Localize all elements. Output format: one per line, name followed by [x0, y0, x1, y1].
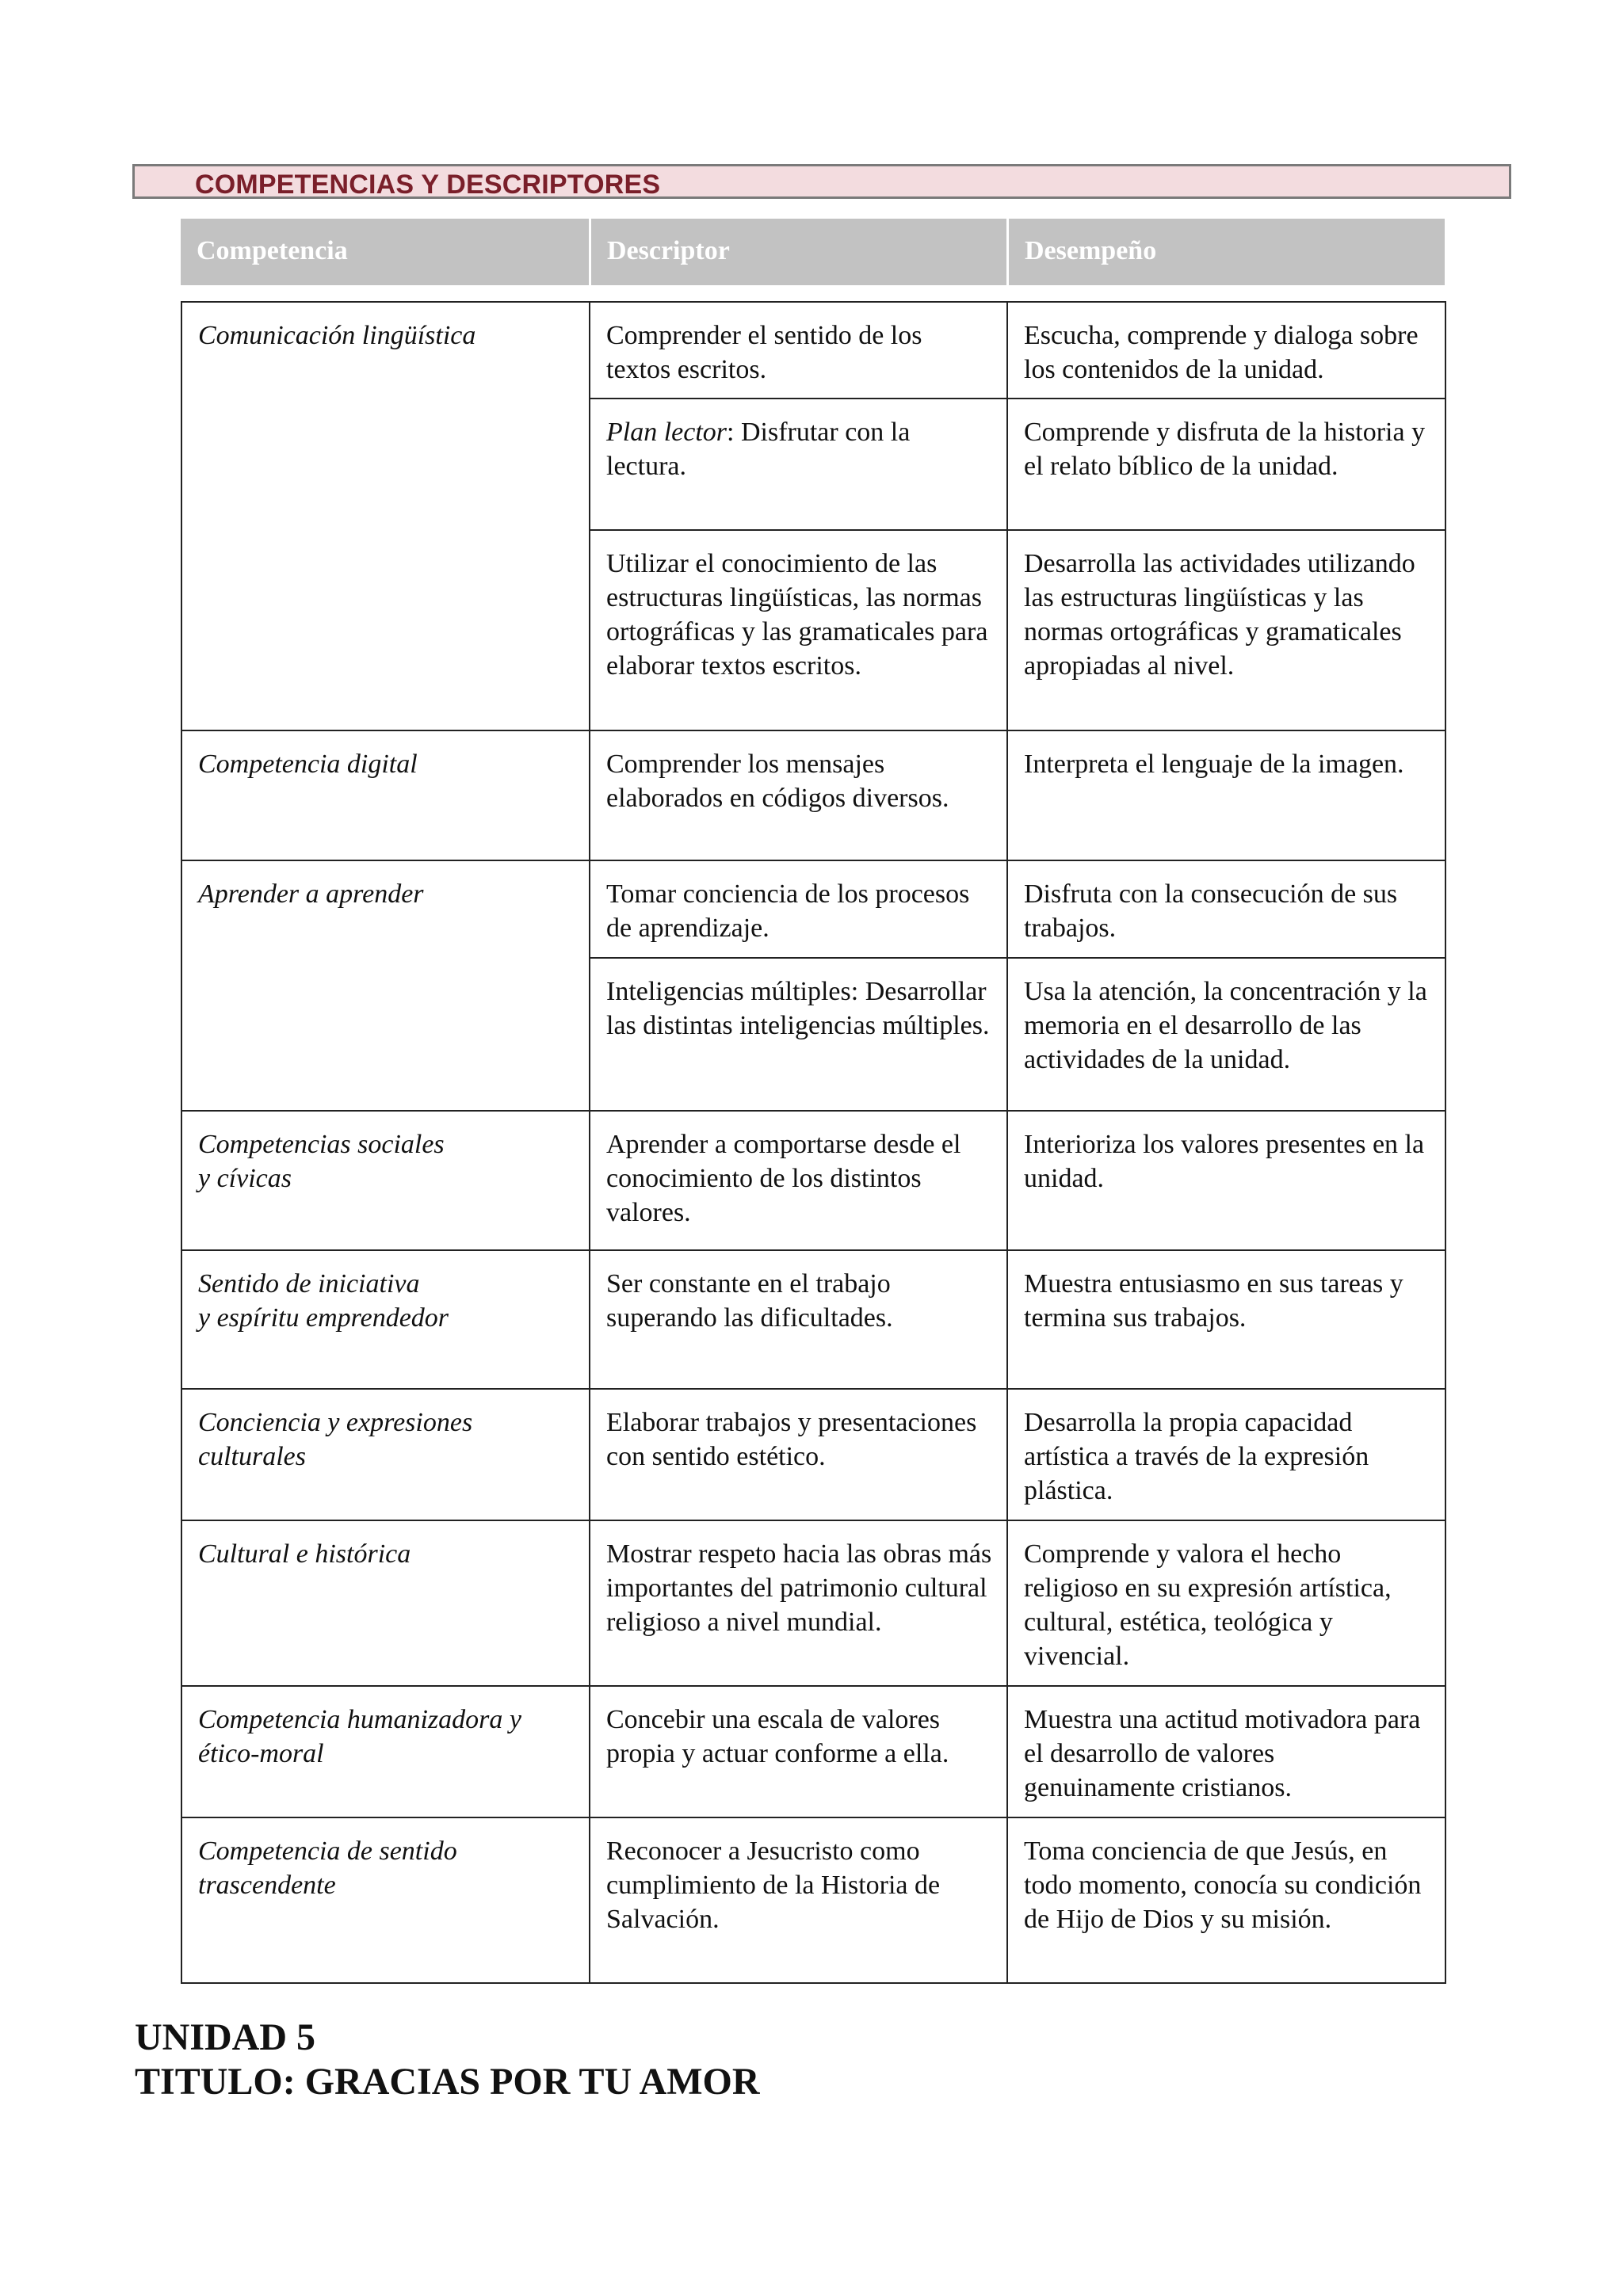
desempeno-cell: Comprende y valora el hecho religioso en su expresión artística, cultural, estética, teológica y vivencial.	[1007, 1520, 1445, 1686]
descriptor-cell: Utilizar el conocimiento de las estructuras lingüísticas, las normas ortográficas y las gramaticales para elaborar textos escritos.	[590, 530, 1007, 730]
descriptor-cell	[590, 399, 1007, 530]
table-row	[181, 1817, 1445, 1983]
header-descriptor: Descriptor	[589, 219, 1006, 285]
desempeno-cell: Usa la atención, la concentración y la memoria en el desarrollo de las actividades de la unidad.	[1007, 958, 1445, 1111]
table-header	[181, 219, 1445, 285]
descriptor-cell: Concebir una escala de valores propia y actuar conforme a ella.	[590, 1686, 1007, 1817]
table-row	[181, 1111, 1445, 1250]
descriptor-cell: Reconocer a Jesucristo como cumplimiento de la Historia de Salvación.	[590, 1817, 1007, 1983]
descriptor-cell: Tomar conciencia de los procesos de aprendizaje.	[590, 860, 1007, 958]
descriptor-cell: Elaborar trabajos y presentaciones con sentido estético.	[590, 1389, 1007, 1520]
competencia-cell: Aprender a aprender	[181, 860, 590, 1111]
descriptor-cell: Aprender a comportarse desde el conocimiento de los distintos valores.	[590, 1111, 1007, 1250]
descriptor-cell: Comprender los mensajes elaborados en códigos diversos.	[590, 730, 1007, 860]
table-row	[181, 1686, 1445, 1817]
section-banner	[132, 164, 1511, 199]
table-row	[181, 1520, 1445, 1686]
desempeno-cell: Interpreta el lenguaje de la imagen.	[1007, 730, 1445, 860]
unit-label: UNIDAD 5	[135, 2016, 315, 2058]
table-row	[181, 730, 1445, 860]
desempeno-cell: Disfruta con la consecución de sus trabajos.	[1007, 860, 1445, 958]
desempeno-cell: Comprende y disfruta de la historia y el relato bíblico de la unidad.	[1007, 399, 1445, 530]
desempeno-cell: Escucha, comprende y dialoga sobre los contenidos de la unidad.	[1007, 302, 1445, 399]
header-competencia: Competencia	[181, 219, 589, 285]
descriptor-cell: Inteligencias múltiples: Desarrollar las distintas inteligencias múltiples.	[590, 958, 1007, 1111]
descriptor-cell: Ser constante en el trabajo superando las dificultades.	[590, 1250, 1007, 1389]
unit-heading	[135, 2016, 760, 2104]
competencia-cell: Cultural e histórica	[181, 1520, 590, 1686]
table-row	[181, 860, 1445, 958]
competencias-table	[181, 301, 1446, 1984]
competencia-cell: Competencias sociales y cívicas	[181, 1111, 590, 1250]
table-row	[181, 1389, 1445, 1520]
descriptor-cell: Comprender el sentido de los textos escritos.	[590, 302, 1007, 399]
descriptor-rest: : Disfrutar con la lectura.	[606, 418, 911, 481]
desempeno-cell: Interioriza los valores presentes en la unidad.	[1007, 1111, 1445, 1250]
table-row	[181, 1250, 1445, 1389]
competencia-cell: Competencia humanizadora y ético-moral	[181, 1686, 590, 1817]
competencia-cell: Competencia digital	[181, 730, 590, 860]
descriptor-italic-term: Plan lector	[606, 418, 727, 447]
competencia-cell: Sentido de iniciativa y espíritu emprendedor	[181, 1250, 590, 1389]
desempeno-cell: Desarrolla la propia capacidad artística a través de la expresión plástica.	[1007, 1389, 1445, 1520]
unit-title: TITULO: GRACIAS POR TU AMOR	[135, 2061, 760, 2103]
desempeno-cell: Toma conciencia de que Jesús, en todo momento, conocía su condición de Hijo de Dios y su misión.	[1007, 1817, 1445, 1983]
section-title: COMPETENCIAS Y DESCRIPTORES	[195, 170, 661, 200]
competencia-cell: Conciencia y expresiones culturales	[181, 1389, 590, 1520]
table-row	[181, 302, 1445, 399]
desempeno-cell: Muestra una actitud motivadora para el desarrollo de valores genuinamente cristianos.	[1007, 1686, 1445, 1817]
competencia-cell: Comunicación lingüística	[181, 302, 590, 730]
competencia-cell: Competencia de sentido trascendente	[181, 1817, 590, 1983]
descriptor-cell: Mostrar respeto hacia las obras más importantes del patrimonio cultural religioso a nivel mundial.	[590, 1520, 1007, 1686]
desempeno-cell: Desarrolla las actividades utilizando las estructuras lingüísticas y las normas ortográficas y gramaticales apropiadas al nivel.	[1007, 530, 1445, 730]
desempeno-cell: Muestra entusiasmo en sus tareas y termina sus trabajos.	[1007, 1250, 1445, 1389]
header-desempeno: Desempeño	[1006, 219, 1445, 285]
